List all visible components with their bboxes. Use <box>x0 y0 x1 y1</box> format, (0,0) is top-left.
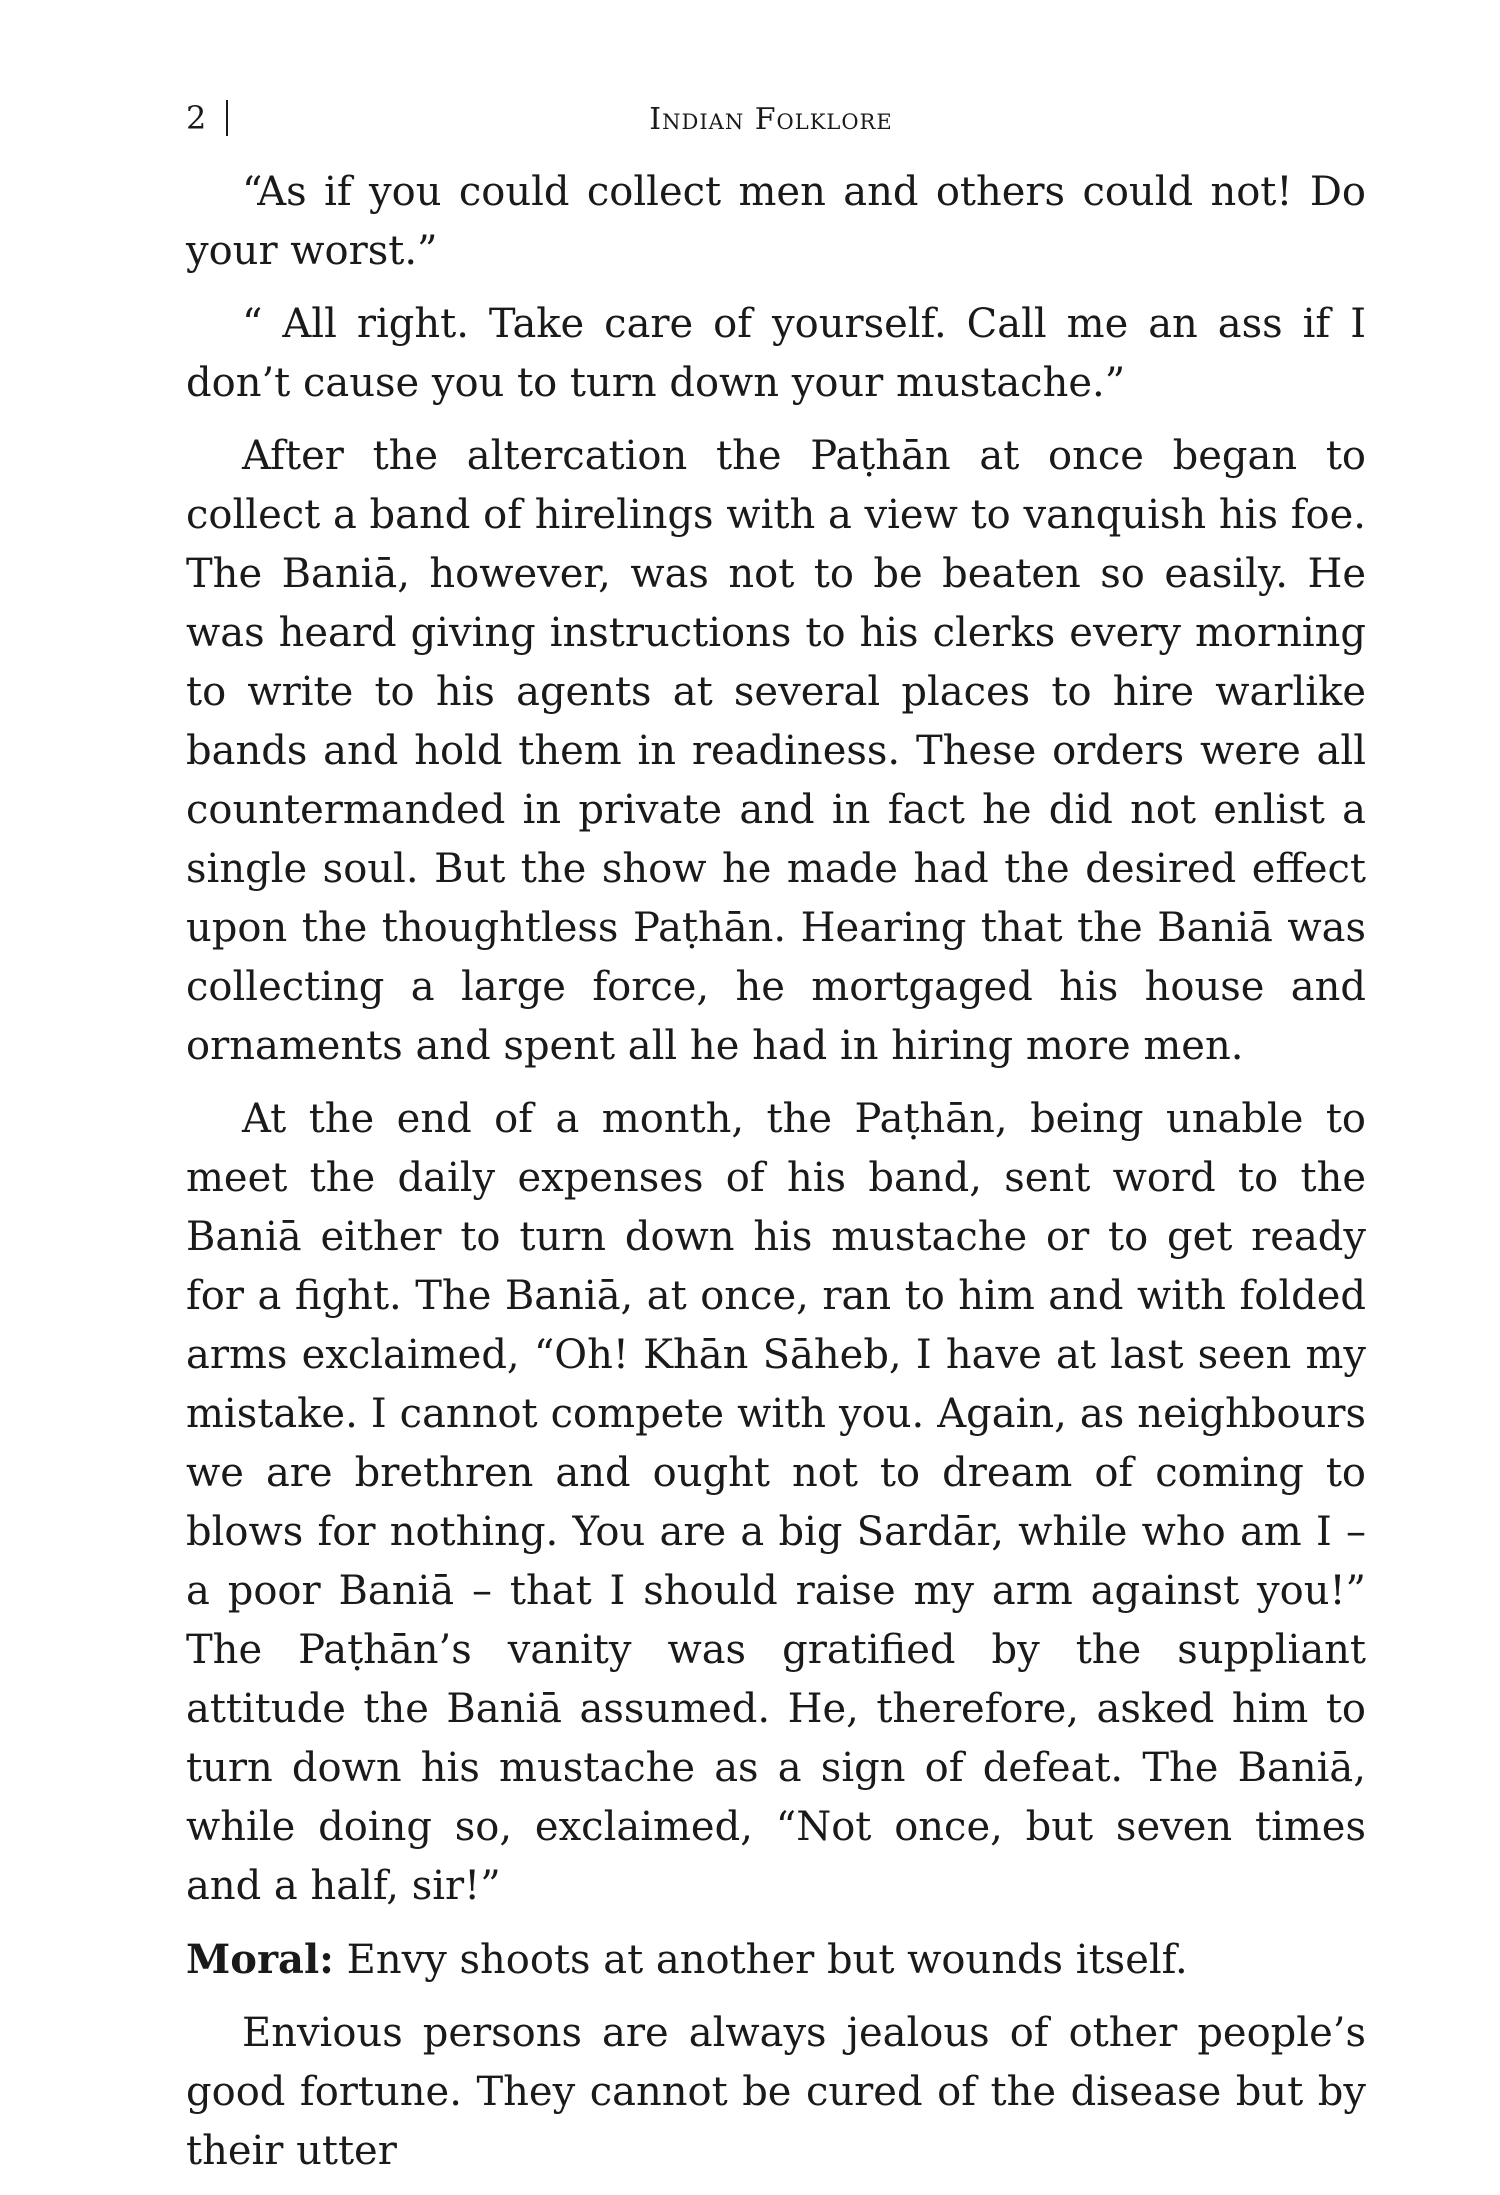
moral-label: Moral: <box>186 1936 334 1983</box>
page-number: 2 <box>186 99 207 137</box>
paragraph-dialogue-2: “ All right. Take care of yourself. Call me an ass if I don’t cause you to turn down your mustache.” <box>186 301 1366 406</box>
body-text <box>186 163 1366 2195</box>
running-head <box>186 96 1356 146</box>
paragraph-closing: Envious persons are always jealous of other people’s good fortune. They cannot be cured of the disease but by their utter <box>186 2010 1366 2174</box>
book-title: Indian Folklore <box>649 102 893 137</box>
paragraph-altercation: After the altercation the Paṭhān at once began to collect a band of hirelings with a view to vanquish his foe. The Baniā, however, was not to be beaten so easily. He was heard giving instructions to his clerks every morning to write to his agents at several places to hire warlike bands and hold them in readiness. These orders were all countermanded in private and in fact he did not enlist a single soul. But the show he made had the desired effect upon the thoughtless Paṭhān. Hearing that the Baniā was collecting a large force, he mortgaged his house and ornaments and spent all he had in hiring more men. <box>186 433 1366 1069</box>
paragraph-dialogue-1: “As if you could collect men and others could not! Do your worst.” <box>186 169 1366 274</box>
paragraph-end-of-month: At the end of a month, the Paṭhān, being unable to meet the daily expenses of his band, sent word to the Baniā either to turn down his mustache or to get ready for a fight. The Baniā, at once, ran to him and with folded arms exclaimed, “Oh! Khān Sāheb, I have at last seen my mistake. I cannot compete with you. Again, as neighbours we are brethren and ought not to dream of coming to blows for nothing. You are a big Sardār, while who am I – a poor Baniā – that I should raise my arm against you!” The Paṭhān’s vanity was gratified by the suppliant attitude the Baniā assumed. He, therefore, asked him to turn down his mustache as a sign of defeat. The Baniā, while doing so, exclaimed, “Not once, but seven times and a half, sir!” <box>186 1096 1366 1909</box>
moral-text: Envy shoots at another but wounds itself. <box>333 1937 1188 1983</box>
moral-line <box>186 1930 1366 1990</box>
